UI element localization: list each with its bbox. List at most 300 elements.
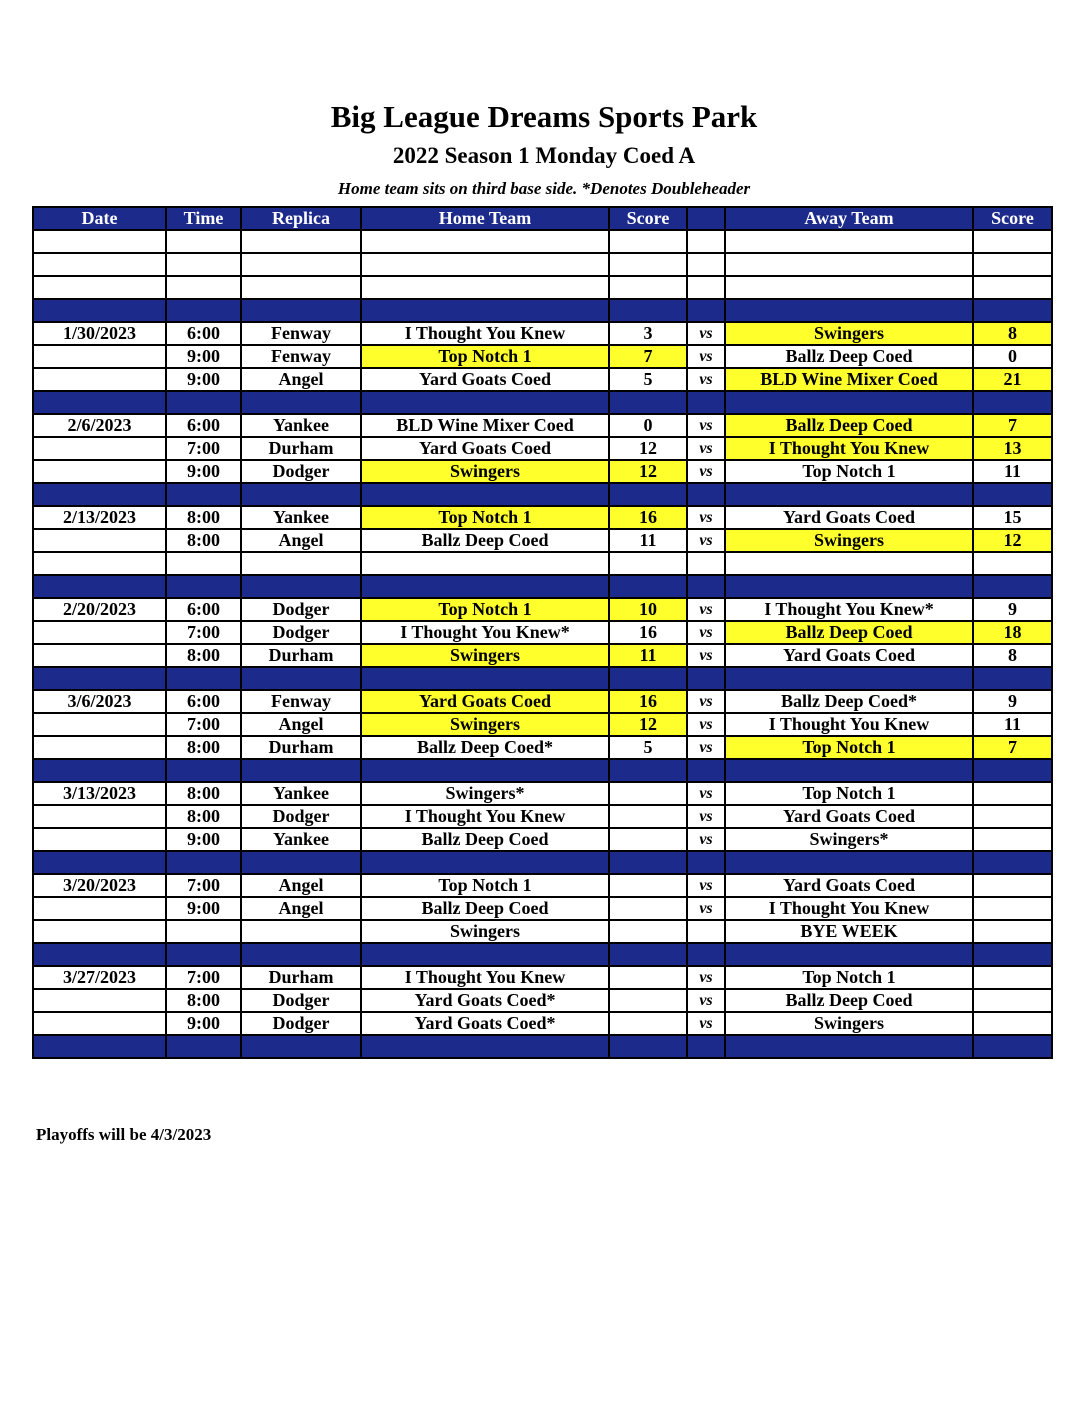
away-team-cell: Yard Goats Coed <box>725 874 973 897</box>
replica-cell: Durham <box>241 644 361 667</box>
vs-cell <box>687 943 725 966</box>
home-team-cell: I Thought You Knew <box>361 805 609 828</box>
away-score-cell <box>973 805 1052 828</box>
home-score-cell <box>609 253 687 276</box>
date-cell: 3/13/2023 <box>33 782 166 805</box>
home-team-cell: Swingers* <box>361 782 609 805</box>
vs-cell <box>687 851 725 874</box>
away-team-cell: Swingers* <box>725 828 973 851</box>
game-row <box>33 506 1052 529</box>
home-team-cell <box>361 483 609 506</box>
week-separator-row <box>33 943 1052 966</box>
away-score-cell <box>973 230 1052 253</box>
vs-cell: vs <box>687 874 725 897</box>
time-cell: 7:00 <box>166 621 241 644</box>
vs-cell: vs <box>687 1012 725 1035</box>
date-cell <box>33 713 166 736</box>
home-team-cell: Swingers <box>361 713 609 736</box>
away-score-cell: 13 <box>973 437 1052 460</box>
home-team-cell: Top Notch 1 <box>361 874 609 897</box>
away-score-cell <box>973 1035 1052 1058</box>
home-score-cell <box>609 667 687 690</box>
away-score-cell: 15 <box>973 506 1052 529</box>
column-header-vs <box>687 207 725 230</box>
replica-cell: Angel <box>241 368 361 391</box>
home-score-cell <box>609 874 687 897</box>
date-cell <box>33 529 166 552</box>
away-team-cell <box>725 575 973 598</box>
replica-cell: Angel <box>241 874 361 897</box>
date-cell <box>33 391 166 414</box>
away-team-cell: Swingers <box>725 322 973 345</box>
vs-cell: vs <box>687 368 725 391</box>
date-cell: 3/27/2023 <box>33 966 166 989</box>
time-cell: 9:00 <box>166 460 241 483</box>
home-team-cell: Top Notch 1 <box>361 506 609 529</box>
home-team-cell <box>361 299 609 322</box>
schedule-table <box>32 206 1053 1059</box>
home-score-cell <box>609 920 687 943</box>
away-team-cell: Yard Goats Coed <box>725 644 973 667</box>
home-score-cell: 0 <box>609 414 687 437</box>
home-score-cell <box>609 230 687 253</box>
replica-cell: Dodger <box>241 598 361 621</box>
vs-cell: vs <box>687 897 725 920</box>
time-cell <box>166 851 241 874</box>
game-row <box>33 736 1052 759</box>
game-row <box>33 414 1052 437</box>
away-team-cell <box>725 851 973 874</box>
away-score-cell: 9 <box>973 690 1052 713</box>
away-team-cell: BYE WEEK <box>725 920 973 943</box>
game-row <box>33 460 1052 483</box>
away-team-cell: Yard Goats Coed <box>725 805 973 828</box>
time-cell: 8:00 <box>166 989 241 1012</box>
page-title: Big League Dreams Sports Park <box>330 99 758 134</box>
vs-cell <box>687 667 725 690</box>
game-row <box>33 598 1052 621</box>
vs-cell <box>687 575 725 598</box>
replica-cell: Durham <box>241 736 361 759</box>
home-score-cell: 12 <box>609 437 687 460</box>
replica-cell <box>241 575 361 598</box>
game-row <box>33 782 1052 805</box>
date-cell <box>33 368 166 391</box>
week-separator-row <box>33 299 1052 322</box>
time-cell: 9:00 <box>166 828 241 851</box>
column-header-replica: Replica <box>241 207 361 230</box>
away-team-cell: Top Notch 1 <box>725 460 973 483</box>
home-team-cell <box>361 759 609 782</box>
time-cell <box>166 943 241 966</box>
date-cell: 3/20/2023 <box>33 874 166 897</box>
home-team-cell: Ballz Deep Coed <box>361 828 609 851</box>
home-score-cell <box>609 1035 687 1058</box>
game-row <box>33 874 1052 897</box>
week-separator-row <box>33 851 1052 874</box>
blank-row <box>33 230 1052 253</box>
home-score-cell <box>609 966 687 989</box>
away-score-cell <box>973 989 1052 1012</box>
date-cell <box>33 253 166 276</box>
away-team-cell: I Thought You Knew <box>725 437 973 460</box>
blank-row <box>33 253 1052 276</box>
vs-cell: vs <box>687 989 725 1012</box>
game-row <box>33 1012 1052 1035</box>
home-team-cell: Swingers <box>361 644 609 667</box>
home-team-cell: Yard Goats Coed* <box>361 1012 609 1035</box>
game-row <box>33 897 1052 920</box>
vs-cell: vs <box>687 345 725 368</box>
time-cell: 8:00 <box>166 736 241 759</box>
home-score-cell <box>609 759 687 782</box>
date-cell <box>33 989 166 1012</box>
time-cell: 7:00 <box>166 874 241 897</box>
away-score-cell <box>973 1012 1052 1035</box>
away-team-cell <box>725 552 973 575</box>
time-cell: 8:00 <box>166 805 241 828</box>
home-score-cell: 16 <box>609 621 687 644</box>
away-team-cell <box>725 667 973 690</box>
column-header-away-score: Score <box>973 207 1052 230</box>
game-row <box>33 644 1052 667</box>
vs-cell: vs <box>687 506 725 529</box>
date-cell <box>33 667 166 690</box>
week-separator-row <box>33 483 1052 506</box>
time-cell <box>166 276 241 299</box>
time-cell: 7:00 <box>166 713 241 736</box>
vs-cell: vs <box>687 322 725 345</box>
replica-cell: Angel <box>241 529 361 552</box>
home-score-cell: 11 <box>609 529 687 552</box>
away-score-cell: 11 <box>973 460 1052 483</box>
vs-cell: vs <box>687 966 725 989</box>
away-score-cell: 9 <box>973 598 1052 621</box>
date-cell <box>33 828 166 851</box>
replica-cell: Yankee <box>241 828 361 851</box>
date-cell <box>33 805 166 828</box>
date-cell <box>33 920 166 943</box>
away-team-cell: Swingers <box>725 1012 973 1035</box>
away-team-cell: Swingers <box>725 529 973 552</box>
time-cell <box>166 920 241 943</box>
game-row <box>33 368 1052 391</box>
vs-cell: vs <box>687 690 725 713</box>
replica-cell <box>241 667 361 690</box>
away-team-cell <box>725 943 973 966</box>
game-row <box>33 966 1052 989</box>
replica-cell: Dodger <box>241 989 361 1012</box>
home-team-cell: BLD Wine Mixer Coed <box>361 414 609 437</box>
away-team-cell: Yard Goats Coed <box>725 506 973 529</box>
replica-cell <box>241 253 361 276</box>
away-team-cell <box>725 391 973 414</box>
away-team-cell: I Thought You Knew <box>725 897 973 920</box>
week-separator-row <box>33 575 1052 598</box>
replica-cell: Durham <box>241 437 361 460</box>
away-score-cell <box>973 920 1052 943</box>
home-score-cell <box>609 828 687 851</box>
time-cell: 8:00 <box>166 782 241 805</box>
home-team-cell <box>361 1035 609 1058</box>
time-cell: 6:00 <box>166 414 241 437</box>
away-team-cell: BLD Wine Mixer Coed <box>725 368 973 391</box>
replica-cell: Dodger <box>241 621 361 644</box>
time-cell: 7:00 <box>166 966 241 989</box>
away-score-cell <box>973 874 1052 897</box>
date-cell: 3/6/2023 <box>33 690 166 713</box>
vs-cell: vs <box>687 713 725 736</box>
away-team-cell: Top Notch 1 <box>725 736 973 759</box>
home-score-cell <box>609 805 687 828</box>
vs-cell: vs <box>687 529 725 552</box>
away-score-cell <box>973 966 1052 989</box>
time-cell <box>166 299 241 322</box>
home-score-cell: 7 <box>609 345 687 368</box>
away-score-cell <box>973 782 1052 805</box>
date-cell <box>33 552 166 575</box>
replica-cell <box>241 230 361 253</box>
time-cell <box>166 759 241 782</box>
time-cell: 9:00 <box>166 897 241 920</box>
date-cell <box>33 644 166 667</box>
date-cell: 2/20/2023 <box>33 598 166 621</box>
home-score-cell <box>609 299 687 322</box>
away-team-cell <box>725 276 973 299</box>
time-cell: 9:00 <box>166 368 241 391</box>
vs-cell: vs <box>687 644 725 667</box>
home-team-cell: Swingers <box>361 460 609 483</box>
game-row <box>33 828 1052 851</box>
date-cell <box>33 1012 166 1035</box>
away-score-cell: 0 <box>973 345 1052 368</box>
away-team-cell: Top Notch 1 <box>725 782 973 805</box>
replica-cell: Yankee <box>241 414 361 437</box>
time-cell <box>166 1035 241 1058</box>
home-score-cell <box>609 1012 687 1035</box>
time-cell: 6:00 <box>166 690 241 713</box>
away-score-cell: 18 <box>973 621 1052 644</box>
home-team-cell <box>361 851 609 874</box>
home-score-cell <box>609 276 687 299</box>
date-cell <box>33 276 166 299</box>
home-team-cell: Yard Goats Coed* <box>361 989 609 1012</box>
away-score-cell <box>973 828 1052 851</box>
vs-cell: vs <box>687 598 725 621</box>
home-score-cell <box>609 782 687 805</box>
doubleheader-note: Home team sits on third base side. *Denotes Doubleheader <box>337 179 751 198</box>
replica-cell: Fenway <box>241 690 361 713</box>
replica-cell: Fenway <box>241 345 361 368</box>
away-team-cell: I Thought You Knew* <box>725 598 973 621</box>
away-team-cell <box>725 299 973 322</box>
replica-cell <box>241 299 361 322</box>
home-score-cell <box>609 391 687 414</box>
column-header-time: Time <box>166 207 241 230</box>
time-cell: 9:00 <box>166 1012 241 1035</box>
date-cell <box>33 460 166 483</box>
vs-cell <box>687 1035 725 1058</box>
away-score-cell <box>973 253 1052 276</box>
replica-cell <box>241 276 361 299</box>
away-team-cell: Ballz Deep Coed <box>725 621 973 644</box>
home-team-cell <box>361 276 609 299</box>
home-team-cell: Ballz Deep Coed* <box>361 736 609 759</box>
replica-cell <box>241 943 361 966</box>
away-score-cell <box>973 667 1052 690</box>
home-score-cell: 12 <box>609 713 687 736</box>
date-cell <box>33 437 166 460</box>
home-score-cell <box>609 897 687 920</box>
replica-cell: Dodger <box>241 805 361 828</box>
home-team-cell: Yard Goats Coed <box>361 368 609 391</box>
replica-cell <box>241 391 361 414</box>
time-cell: 9:00 <box>166 345 241 368</box>
date-cell <box>33 230 166 253</box>
away-team-cell <box>725 1035 973 1058</box>
replica-cell: Angel <box>241 713 361 736</box>
date-cell <box>33 621 166 644</box>
vs-cell <box>687 253 725 276</box>
away-team-cell: Ballz Deep Coed <box>725 345 973 368</box>
home-team-cell: Top Notch 1 <box>361 345 609 368</box>
replica-cell <box>241 851 361 874</box>
game-row <box>33 920 1052 943</box>
away-team-cell <box>725 253 973 276</box>
away-team-cell <box>725 230 973 253</box>
away-score-cell <box>973 943 1052 966</box>
home-score-cell: 10 <box>609 598 687 621</box>
replica-cell: Durham <box>241 966 361 989</box>
game-row <box>33 529 1052 552</box>
away-score-cell <box>973 483 1052 506</box>
home-team-cell <box>361 667 609 690</box>
page-subtitle: 2022 Season 1 Monday Coed A <box>392 143 696 168</box>
home-team-cell <box>361 575 609 598</box>
away-score-cell <box>973 897 1052 920</box>
date-cell <box>33 943 166 966</box>
game-row <box>33 322 1052 345</box>
vs-cell: vs <box>687 621 725 644</box>
away-score-cell: 11 <box>973 713 1052 736</box>
column-header-away-team: Away Team <box>725 207 973 230</box>
home-team-cell <box>361 391 609 414</box>
time-cell: 6:00 <box>166 598 241 621</box>
blank-row <box>33 552 1052 575</box>
vs-cell: vs <box>687 828 725 851</box>
away-team-cell <box>725 759 973 782</box>
week-separator-row <box>33 759 1052 782</box>
home-score-cell: 11 <box>609 644 687 667</box>
home-score-cell <box>609 943 687 966</box>
home-score-cell: 5 <box>609 736 687 759</box>
game-row <box>33 437 1052 460</box>
home-score-cell <box>609 851 687 874</box>
home-score-cell: 5 <box>609 368 687 391</box>
date-cell: 2/13/2023 <box>33 506 166 529</box>
vs-cell <box>687 920 725 943</box>
game-row <box>33 621 1052 644</box>
date-cell <box>33 736 166 759</box>
away-score-cell: 8 <box>973 322 1052 345</box>
home-score-cell <box>609 989 687 1012</box>
date-cell <box>33 483 166 506</box>
home-team-cell <box>361 943 609 966</box>
away-score-cell: 7 <box>973 414 1052 437</box>
game-row <box>33 989 1052 1012</box>
time-cell <box>166 391 241 414</box>
vs-cell <box>687 759 725 782</box>
date-cell <box>33 851 166 874</box>
away-team-cell <box>725 483 973 506</box>
home-team-cell: Swingers <box>361 920 609 943</box>
date-cell <box>33 1035 166 1058</box>
game-row <box>33 345 1052 368</box>
home-team-cell: Yard Goats Coed <box>361 437 609 460</box>
home-score-cell: 16 <box>609 506 687 529</box>
time-cell <box>166 483 241 506</box>
away-team-cell: Ballz Deep Coed* <box>725 690 973 713</box>
home-team-cell: I Thought You Knew* <box>361 621 609 644</box>
game-row <box>33 713 1052 736</box>
schedule-body <box>33 230 1052 1058</box>
away-score-cell <box>973 851 1052 874</box>
vs-cell <box>687 391 725 414</box>
column-header-date: Date <box>33 207 166 230</box>
replica-cell: Yankee <box>241 506 361 529</box>
week-separator-row <box>33 391 1052 414</box>
week-separator-row <box>33 1035 1052 1058</box>
away-team-cell: Ballz Deep Coed <box>725 989 973 1012</box>
replica-cell: Dodger <box>241 460 361 483</box>
replica-cell <box>241 552 361 575</box>
away-score-cell <box>973 575 1052 598</box>
date-cell: 1/30/2023 <box>33 322 166 345</box>
home-team-cell: I Thought You Knew <box>361 966 609 989</box>
playoffs-note: Playoffs will be 4/3/2023 <box>36 1125 212 1144</box>
column-header-home-score: Score <box>609 207 687 230</box>
time-cell <box>166 575 241 598</box>
home-team-cell: Yard Goats Coed <box>361 690 609 713</box>
away-score-cell: 12 <box>973 529 1052 552</box>
away-score-cell <box>973 299 1052 322</box>
time-cell: 6:00 <box>166 322 241 345</box>
time-cell <box>166 552 241 575</box>
home-team-cell: Top Notch 1 <box>361 598 609 621</box>
replica-cell: Dodger <box>241 1012 361 1035</box>
home-score-cell: 3 <box>609 322 687 345</box>
home-team-cell: I Thought You Knew <box>361 322 609 345</box>
date-cell <box>33 575 166 598</box>
home-team-cell: Ballz Deep Coed <box>361 529 609 552</box>
vs-cell <box>687 276 725 299</box>
replica-cell <box>241 759 361 782</box>
time-cell <box>166 667 241 690</box>
replica-cell: Fenway <box>241 322 361 345</box>
away-score-cell <box>973 552 1052 575</box>
table-header-row <box>33 207 1052 230</box>
vs-cell: vs <box>687 414 725 437</box>
replica-cell: Angel <box>241 897 361 920</box>
date-cell <box>33 759 166 782</box>
vs-cell <box>687 552 725 575</box>
home-team-cell: Ballz Deep Coed <box>361 897 609 920</box>
vs-cell: vs <box>687 736 725 759</box>
away-team-cell: Ballz Deep Coed <box>725 414 973 437</box>
away-team-cell: I Thought You Knew <box>725 713 973 736</box>
game-row <box>33 805 1052 828</box>
vs-cell <box>687 230 725 253</box>
